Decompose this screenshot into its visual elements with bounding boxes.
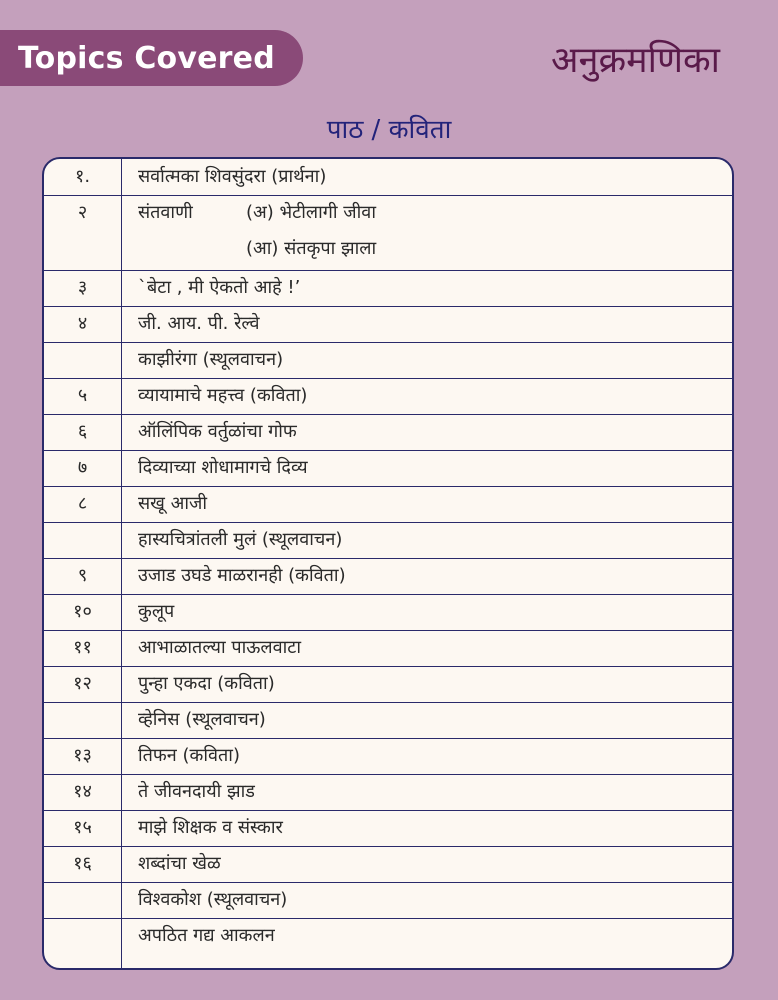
lesson-number: ४	[77, 313, 88, 334]
lesson-title: ते जीवनदायी झाड	[138, 781, 255, 802]
table-row	[44, 774, 732, 811]
lesson-title: सर्वात्मका शिवसुंदरा (प्रार्थना)	[138, 166, 327, 187]
lesson-title: अपठित गद्य आकलन	[138, 925, 275, 946]
banner-label: Topics Covered	[18, 40, 275, 76]
lesson-number: १०	[73, 601, 92, 622]
table-row	[44, 306, 732, 343]
lesson-title: तिफन (कविता)	[138, 745, 240, 766]
lesson-title: आभाळातल्या पाऊलवाटा	[138, 637, 301, 658]
table-row	[44, 270, 732, 307]
table-row	[44, 558, 732, 595]
lesson-title: हास्यचित्रांतली मुलं (स्थूलवाचन)	[138, 529, 343, 550]
lesson-number: १.	[74, 166, 91, 187]
table-row	[44, 810, 732, 847]
lesson-title: ऑलिंपिक वर्तुळांचा गोफ	[138, 421, 297, 442]
table-row	[44, 378, 732, 415]
lesson-title: `बेटा , मी ऐकतो आहे !’	[138, 277, 301, 298]
table-row	[44, 594, 732, 631]
lesson-subpart: (अ) भेटीलागी जीवा	[246, 202, 376, 223]
lesson-title: व्यायामाचे महत्त्व (कविता)	[138, 385, 308, 406]
table-row	[44, 159, 732, 196]
lesson-title: सखू आजी	[138, 493, 208, 514]
lesson-number: ५	[77, 385, 88, 406]
lesson-title: विश्वकोश (स्थूलवाचन)	[138, 889, 288, 910]
table-row	[44, 666, 732, 703]
lesson-number: १२	[73, 673, 92, 694]
lesson-number: १३	[73, 745, 92, 766]
lesson-title: संतवाणी	[138, 202, 193, 223]
table-row	[44, 486, 732, 523]
lesson-title: दिव्याच्या शोधामागचे दिव्य	[138, 457, 308, 478]
lesson-number: १६	[73, 853, 92, 874]
lesson-title: काझीरंगा (स्थूलवाचन)	[138, 349, 284, 370]
table-row	[44, 882, 732, 919]
index-title: अनुक्रमणिका	[551, 40, 720, 81]
table-row	[44, 846, 732, 883]
lesson-title: कुलूप	[138, 601, 175, 622]
lesson-number: ६	[77, 421, 88, 442]
lesson-title: पुन्हा एकदा (कविता)	[138, 673, 275, 694]
contents-table	[42, 157, 734, 970]
table-row	[44, 630, 732, 667]
table-row	[44, 522, 732, 559]
lesson-number: ११	[73, 637, 92, 658]
table-row	[44, 414, 732, 451]
lesson-number: ३	[77, 277, 88, 298]
table-row	[44, 918, 732, 970]
lesson-number: ८	[77, 493, 88, 514]
lesson-number: १५	[73, 817, 92, 838]
table-row	[44, 195, 732, 271]
lesson-number: २	[77, 202, 88, 223]
lesson-number: ९	[77, 565, 88, 586]
column-heading: पाठ / कविता	[326, 115, 452, 145]
table-row	[44, 702, 732, 739]
lesson-number: १४	[73, 781, 92, 802]
lesson-title: माझे शिक्षक व संस्कार	[138, 817, 283, 838]
lesson-title: उजाड उघडे माळरानही (कविता)	[138, 565, 346, 586]
topics-covered-banner	[0, 30, 303, 86]
lesson-title: जी. आय. पी. रेल्वे	[138, 313, 260, 334]
table-row	[44, 738, 732, 775]
table-row	[44, 450, 732, 487]
lesson-subpart: (आ) संतकृपा झाला	[246, 238, 377, 259]
lesson-title: व्हेनिस (स्थूलवाचन)	[138, 709, 266, 730]
lesson-title: शब्दांचा खेळ	[138, 853, 221, 874]
lesson-number: ७	[77, 457, 88, 478]
table-row	[44, 342, 732, 379]
